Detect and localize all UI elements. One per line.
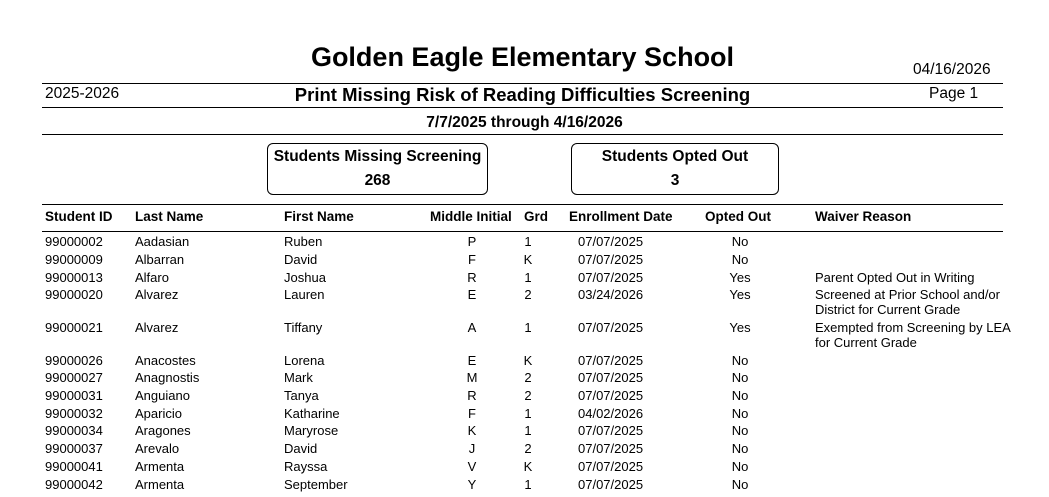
print-date: 04/16/2026	[913, 61, 991, 78]
cell-student-id: 99000013	[45, 270, 103, 285]
col-middle-initial: Middle Initial	[430, 209, 512, 224]
cell-last-name: Arevalo	[135, 441, 180, 456]
cell-student-id: 99000026	[45, 353, 103, 368]
cell-grade: 1	[524, 423, 532, 438]
cell-grade: 2	[524, 287, 532, 302]
col-waiver-reason: Waiver Reason	[815, 209, 912, 224]
cell-first-name: Lorena	[284, 353, 325, 368]
cell-first-name: Tanya	[284, 388, 319, 403]
cell-enrollment-date: 07/07/2025	[578, 320, 644, 335]
cell-enrollment-date: 07/07/2025	[578, 353, 644, 368]
header-divider-middle	[42, 107, 1003, 108]
cell-last-name: Anagnostis	[135, 370, 200, 385]
cell-first-name: Joshua	[284, 270, 326, 285]
table-divider-header	[42, 231, 1003, 232]
cell-enrollment-date: 07/07/2025	[578, 252, 644, 267]
opted-out-label: Students Opted Out	[601, 148, 749, 165]
cell-enrollment-date: 07/07/2025	[578, 388, 644, 403]
cell-first-name: Tiffany	[284, 320, 323, 335]
cell-enrollment-date: 07/07/2025	[578, 459, 644, 474]
cell-enrollment-date: 07/07/2025	[578, 234, 644, 249]
cell-waiver-reason: Screened at Prior School and/or District for Current Grade	[815, 287, 1000, 317]
cell-last-name: Albarran	[135, 252, 185, 267]
cell-enrollment-date: 04/02/2026	[578, 406, 644, 421]
cell-last-name: Aadasian	[135, 234, 190, 249]
cell-first-name: Katharine	[284, 406, 340, 421]
cell-first-name: Maryrose	[284, 423, 339, 438]
cell-last-name: Anguiano	[135, 388, 190, 403]
cell-middle-initial: J	[468, 441, 476, 456]
cell-waiver-reason: Parent Opted Out in Writing	[815, 270, 975, 285]
cell-opted-out: No	[731, 441, 749, 456]
cell-waiver-reason: Exempted from Screening by LEA for Current Grade	[815, 320, 1011, 350]
cell-grade: K	[523, 459, 533, 474]
school-name: Golden Eagle Elementary School	[310, 42, 735, 72]
cell-first-name: David	[284, 252, 318, 267]
cell-middle-initial: Y	[467, 477, 477, 492]
cell-opted-out: No	[731, 423, 749, 438]
cell-student-id: 99000021	[45, 320, 103, 335]
cell-middle-initial: V	[467, 459, 477, 474]
cell-first-name: David	[284, 441, 318, 456]
cell-opted-out: No	[731, 477, 749, 492]
cell-enrollment-date: 07/07/2025	[578, 370, 644, 385]
cell-enrollment-date: 07/07/2025	[578, 423, 644, 438]
cell-opted-out: No	[731, 234, 749, 249]
date-range: 7/7/2025 through 4/16/2026	[426, 114, 623, 131]
cell-enrollment-date: 07/07/2025	[578, 441, 644, 456]
cell-student-id: 99000042	[45, 477, 103, 492]
school-year: 2025-2026	[45, 85, 120, 102]
cell-grade: 1	[524, 406, 532, 421]
report-title: Print Missing Risk of Reading Difficulties Screening	[294, 84, 751, 105]
col-enrollment-date: Enrollment Date	[569, 209, 673, 224]
cell-last-name: Aragones	[135, 423, 191, 438]
cell-middle-initial: M	[466, 370, 478, 385]
cell-student-id: 99000027	[45, 370, 103, 385]
cell-middle-initial: R	[467, 388, 477, 403]
cell-grade: K	[523, 353, 533, 368]
cell-middle-initial: E	[467, 353, 477, 368]
cell-last-name: Alvarez	[135, 320, 179, 335]
cell-middle-initial: E	[467, 287, 477, 302]
cell-last-name: Alfaro	[135, 270, 169, 285]
cell-opted-out: No	[731, 459, 749, 474]
col-opted-out: Opted Out	[705, 209, 771, 224]
cell-grade: 2	[524, 370, 532, 385]
header-divider-bottom	[42, 134, 1003, 135]
cell-student-id: 99000037	[45, 441, 103, 456]
missing-screening-label: Students Missing Screening	[273, 148, 482, 165]
cell-grade: 1	[524, 234, 532, 249]
cell-middle-initial: F	[468, 252, 476, 267]
col-grade: Grd	[524, 209, 549, 224]
cell-enrollment-date: 03/24/2026	[578, 287, 644, 302]
cell-opted-out: Yes	[729, 270, 751, 285]
cell-first-name: Lauren	[284, 287, 325, 302]
cell-student-id: 99000034	[45, 423, 103, 438]
missing-screening-box	[267, 143, 488, 195]
opted-out-count: 3	[670, 172, 680, 189]
cell-middle-initial: F	[468, 406, 476, 421]
cell-opted-out: No	[731, 388, 749, 403]
opted-out-box	[571, 143, 779, 195]
col-first-name: First Name	[284, 209, 354, 224]
cell-grade: 2	[524, 388, 532, 403]
cell-student-id: 99000031	[45, 388, 103, 403]
cell-first-name: Ruben	[284, 234, 323, 249]
cell-student-id: 99000032	[45, 406, 103, 421]
cell-grade: 2	[524, 441, 532, 456]
cell-opted-out: No	[731, 370, 749, 385]
cell-last-name: Armenta	[135, 459, 185, 474]
cell-student-id: 99000041	[45, 459, 103, 474]
cell-opted-out: No	[731, 252, 749, 267]
cell-student-id: 99000002	[45, 234, 103, 249]
page-number: Page 1	[929, 85, 979, 102]
cell-last-name: Armenta	[135, 477, 185, 492]
cell-middle-initial: R	[467, 270, 477, 285]
cell-middle-initial: A	[467, 320, 477, 335]
col-last-name: Last Name	[135, 209, 204, 224]
cell-first-name: Rayssa	[284, 459, 328, 474]
cell-grade: K	[523, 252, 533, 267]
cell-first-name: September	[284, 477, 348, 492]
cell-last-name: Aparicio	[135, 406, 182, 421]
cell-first-name: Mark	[284, 370, 313, 385]
cell-last-name: Alvarez	[135, 287, 179, 302]
cell-last-name: Anacostes	[135, 353, 196, 368]
table-divider-top	[42, 204, 1003, 205]
cell-middle-initial: P	[467, 234, 477, 249]
cell-middle-initial: K	[467, 423, 477, 438]
cell-grade: 1	[524, 477, 532, 492]
cell-enrollment-date: 07/07/2025	[578, 477, 644, 492]
cell-opted-out: Yes	[729, 320, 751, 335]
cell-opted-out: Yes	[729, 287, 751, 302]
cell-grade: 1	[524, 320, 532, 335]
cell-opted-out: No	[731, 406, 749, 421]
col-student-id: Student ID	[45, 209, 113, 224]
cell-opted-out: No	[731, 353, 749, 368]
cell-student-id: 99000009	[45, 252, 103, 267]
cell-enrollment-date: 07/07/2025	[578, 270, 644, 285]
missing-screening-count: 268	[364, 172, 391, 189]
cell-student-id: 99000020	[45, 287, 103, 302]
cell-grade: 1	[524, 270, 532, 285]
